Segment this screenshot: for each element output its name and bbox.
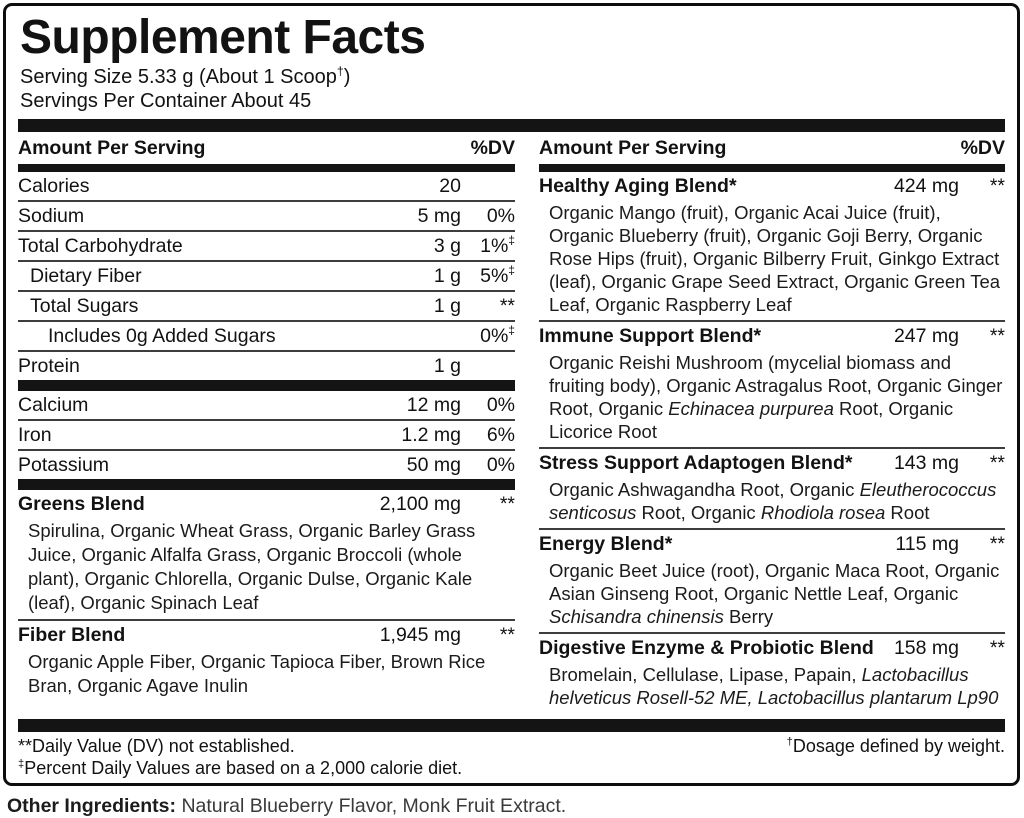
nutrient-row-potassium [18, 449, 515, 479]
blend-dv: ** [989, 175, 1005, 197]
thick-divider-top [18, 119, 1005, 132]
blend-greens [18, 490, 515, 619]
footnote-row-2 [18, 757, 1005, 779]
blend-name: Energy Blend* [539, 533, 673, 555]
nutrient-name: Calories [18, 174, 90, 197]
blend-header [18, 490, 515, 519]
nutrient-amount: 1 g [433, 264, 461, 287]
blend-header [18, 621, 515, 650]
blend-digestive-probiotic [539, 632, 1005, 713]
nutrient-dv: 0% [486, 453, 515, 476]
nutrient-dv: 5%‡ [480, 263, 515, 287]
blend-ingredients: Organic Ashwagandha Root, Organic Eleutherococcus senticosus Root, Organic Rhodiola rosea Root [549, 479, 997, 523]
blend-amount: 2,100 mg [379, 493, 461, 515]
blend-amount: 1,945 mg [379, 624, 461, 646]
nutrient-dv: 0% [486, 393, 515, 416]
columns [18, 132, 1005, 713]
nutrient-name: Iron [18, 423, 52, 446]
supplement-facts-panel [3, 3, 1020, 786]
nutrient-name: Includes 0g Added Sugars [48, 324, 276, 347]
blend-amount: 158 mg [893, 637, 959, 659]
blend-stress-support [539, 447, 1005, 528]
blend-dv: ** [989, 325, 1005, 347]
nutrient-amount: 12 mg [406, 393, 461, 416]
column-header-divider [18, 164, 515, 172]
blend-amount: 247 mg [893, 325, 959, 347]
blend-amount: 424 mg [893, 175, 959, 197]
nutrient-dv: 1%‡ [480, 233, 515, 257]
blend-header [539, 172, 1005, 201]
blend-ingredients: Organic Apple Fiber, Organic Tapioca Fiber, Brown Rice Bran, Organic Agave Inulin [28, 651, 486, 696]
panel-title: Supplement Facts [20, 11, 426, 64]
nutrient-row-protein [18, 350, 515, 380]
other-ingredients-text: Natural Blueberry Flavor, Monk Fruit Extract. [176, 795, 567, 817]
blend-ingredients: Organic Mango (fruit), Organic Acai Juice (fruit), Organic Blueberry (fruit), Organic Goji Berry, Organic Rose Hips (fruit), Organic Bilberry Fruit, Ginkgo Extract (leaf), Organic Grape Seed Extract, Organic Green Tea Leaf, Organic Raspberry Leaf [549, 202, 1001, 315]
thick-divider-bottom [18, 719, 1005, 732]
blend-healthy-aging [539, 172, 1005, 320]
blend-name: Digestive Enzyme & Probiotic Blend [539, 637, 874, 659]
blend-fiber [18, 619, 515, 702]
nutrient-row-iron [18, 419, 515, 449]
other-ingredients-label: Other Ingredients: [7, 795, 177, 817]
thick-divider-after-protein [18, 380, 515, 391]
blend-header [539, 634, 1005, 663]
blend-dv: ** [989, 533, 1005, 555]
blend-amount: 143 mg [893, 452, 959, 474]
nutrient-name: Dietary Fiber [30, 264, 142, 287]
footnote-percent-daily-values: ‡Percent Daily Values are based on a 2,000 calorie diet. [18, 758, 463, 778]
servings-per-container-text: Servings Per Container About 45 [20, 90, 312, 112]
blend-dv: ** [499, 493, 515, 515]
nutrient-name: Sodium [18, 204, 85, 227]
blend-name: Immune Support Blend* [539, 325, 762, 347]
nutrient-amount: 1 g [433, 354, 461, 377]
blend-name: Healthy Aging Blend* [539, 175, 737, 197]
nutrient-row-sodium [18, 200, 515, 230]
nutrient-row-calories [18, 172, 515, 200]
blend-amount: 115 mg [895, 533, 959, 555]
right-column-header [539, 132, 1005, 164]
amount-per-serving-label: Amount Per Serving [539, 137, 727, 159]
serving-size-text: Serving Size 5.33 g (About 1 Scoop†) [20, 64, 351, 88]
blend-ingredients: Organic Reishi Mushroom (mycelial biomass and fruiting body), Organic Astragalus Root, Organic Ginger Root, Organic Echinacea purpurea Root, Organic Licorice Root [549, 352, 1003, 442]
footnote-dv-not-established: **Daily Value (DV) not established. [18, 736, 295, 756]
other-ingredients-line [7, 795, 1024, 818]
blend-ingredients: Organic Beet Juice (root), Organic Maca Root, Organic Asian Ginseng Root, Organic Nettle Leaf, Organic Schisandra chinensis Berry [549, 560, 1000, 627]
blend-immune-support [539, 320, 1005, 447]
nutrient-row-calcium [18, 391, 515, 419]
blend-header [539, 530, 1005, 559]
mineral-group [18, 391, 515, 479]
nutrient-amount: 1 g [433, 294, 461, 317]
left-column-header [18, 132, 515, 164]
nutrient-name: Total Sugars [30, 294, 139, 317]
blend-dv: ** [989, 452, 1005, 474]
nutrient-amount: 1.2 mg [401, 423, 461, 446]
blend-header [539, 449, 1005, 478]
nutrient-name: Protein [18, 354, 80, 377]
footnote-row-1 [18, 735, 1005, 757]
thick-divider-after-minerals [18, 479, 515, 490]
blend-name: Greens Blend [18, 493, 145, 515]
blend-dv: ** [499, 624, 515, 646]
nutrient-amount: 3 g [433, 234, 461, 257]
blend-ingredients: Spirulina, Organic Wheat Grass, Organic Barley Grass Juice, Organic Alfalfa Grass, Organic Broccoli (whole plant), Organic Chlorella, Organic Dulse, Organic Kale (leaf), Organic Spinach Leaf [28, 520, 476, 613]
nutrient-dv: 6% [486, 423, 515, 446]
blend-ingredients: Bromelain, Cellulase, Lipase, Papain, Lactobacillus helveticus Rosell-52 ME, Lactobacillus plantarum Lp90 [549, 664, 999, 708]
nutrient-group [18, 172, 515, 380]
blend-name: Stress Support Adaptogen Blend* [539, 452, 853, 474]
nutrient-dv: 0% [486, 204, 515, 227]
nutrient-name: Calcium [18, 393, 89, 416]
nutrient-amount: 20 [439, 174, 461, 197]
nutrient-row-total-carbohydrate [18, 230, 515, 260]
nutrient-name: Potassium [18, 453, 110, 476]
nutrient-row-added-sugars [18, 320, 515, 350]
nutrient-amount: 50 mg [406, 453, 461, 476]
blend-dv: ** [989, 637, 1005, 659]
blend-name: Fiber Blend [18, 624, 126, 646]
nutrient-dv: ** [499, 294, 515, 317]
nutrient-row-dietary-fiber [18, 260, 515, 290]
nutrient-dv: 0%‡ [480, 323, 515, 347]
footnote-dosage-by-weight: †Dosage defined by weight. [786, 736, 1005, 756]
blend-energy [539, 528, 1005, 632]
right-column [539, 132, 1005, 713]
nutrient-amount: 5 mg [417, 204, 461, 227]
left-column [18, 132, 515, 713]
column-header-divider [539, 164, 1005, 172]
amount-per-serving-label: Amount Per Serving [18, 137, 206, 159]
footnotes [18, 732, 1005, 783]
nutrient-row-total-sugars [18, 290, 515, 320]
right-blend-group [539, 172, 1005, 713]
percent-dv-label: %DV [470, 137, 515, 159]
left-blend-group [18, 490, 515, 702]
percent-dv-label: %DV [960, 137, 1005, 159]
nutrient-name: Total Carbohydrate [18, 234, 183, 257]
blend-header [539, 322, 1005, 351]
